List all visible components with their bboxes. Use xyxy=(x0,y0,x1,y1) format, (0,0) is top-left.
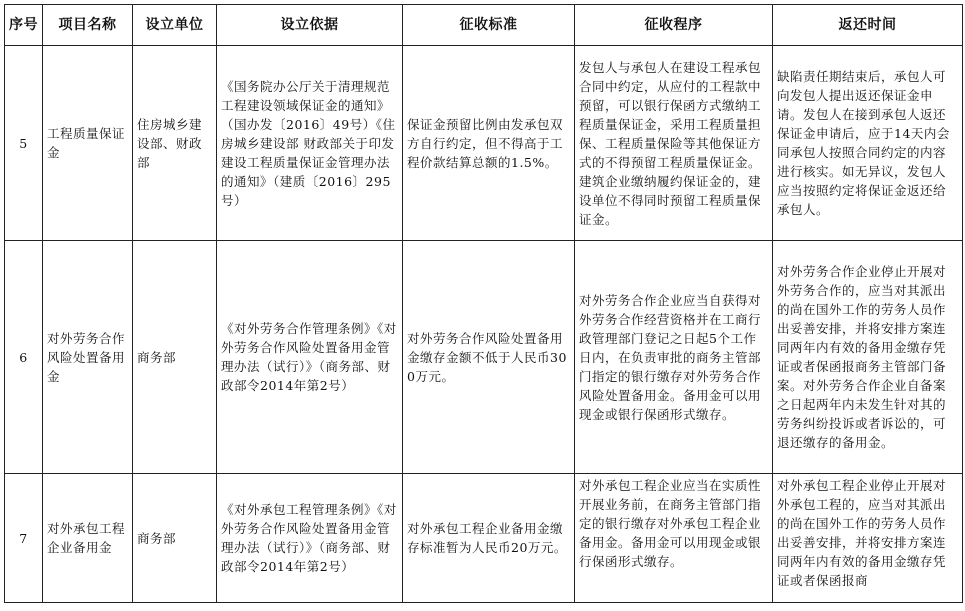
row-refund: 对外劳务合作企业停止开展对外劳务合作的，应当对其派出的尚在国外工作的劳务人员作出妥善安排，并将安排方案连同两年内有效的备用金缴存凭证或者保函报商务主管部门备案。对外劳务合作企业自备案之日起两年内未发生针对其的劳务纠纷投诉或者诉讼的，可退还缴存的备用金。 xyxy=(773,241,963,474)
row-unit: 住房城乡建设部、财政部 xyxy=(133,46,217,241)
row-name: 对外承包工程企业备用金 xyxy=(43,474,133,603)
row-standard: 保证金预留比例由发承包双方自行约定，但不得高于工程价款结算总额的1.5%。 xyxy=(403,46,575,241)
row-name: 对外劳务合作风险处置备用金 xyxy=(43,241,133,474)
row-standard: 对外劳务合作风险处置备用金缴存金额不低于人民币300万元。 xyxy=(403,241,575,474)
header-refund: 返还时间 xyxy=(773,5,963,46)
row-procedure: 对外承包工程企业应当在实质性开展业务前，在商务主管部门指定的银行缴存对外承包工程企业备用金。备用金可以用现金或银行保函形式缴存。 xyxy=(575,474,773,603)
row-standard: 对外承包工程企业备用金缴存标准暂为人民币20万元。 xyxy=(403,474,575,603)
header-basis: 设立依据 xyxy=(217,5,403,46)
row-refund: 对外承包工程企业停止开展对外承包工程的，应当对其派出的尚在国外工作的劳务人员作出妥善安排，并将安排方案连同两年内有效的备用金缴存凭证或者保函报商 xyxy=(773,474,963,603)
page-bottom-margin xyxy=(0,606,965,611)
row-procedure: 发包人与承包人在建设工程承包合同中约定，从应付的工程款中预留，可以银行保函方式缴纳工程质量保证金，采用工程质量担保、工程质量保险等其他保证方式的不得预留工程质量保证金。建筑企业缴纳履约保证金的，建设单位不得同时预留工程质量保证金。 xyxy=(575,46,773,241)
row-unit: 商务部 xyxy=(133,241,217,474)
row-refund: 缺陷责任期结束后，承包人可向发包人提出返还保证金申请。发包人在接到承包人返还保证金申请后，应于14天内会同承包人按照合同约定的内容进行核实。如无异议，发包人应当按照约定将保证金返还给承包人。 xyxy=(773,46,963,241)
row-no: 5 xyxy=(5,46,43,241)
header-row xyxy=(5,5,963,46)
header-standard: 征收标准 xyxy=(403,5,575,46)
row-basis: 《对外劳务合作管理条例》《对外劳务合作风险处置备用金管理办法（试行）》（商务部、财政部令2014年第2号） xyxy=(217,241,403,474)
table-row xyxy=(5,474,963,603)
row-name: 工程质量保证金 xyxy=(43,46,133,241)
header-unit: 设立单位 xyxy=(133,5,217,46)
table-row xyxy=(5,241,963,474)
table-row xyxy=(5,46,963,241)
row-procedure: 对外劳务合作企业应当自获得对外劳务合作经营资格并在工商行政管理部门登记之日起5个工作日内，在负责审批的商务主管部门指定的银行缴存对外劳务合作风险处置备用金。备用金可以用现金或银行保函形式缴存。 xyxy=(575,241,773,474)
row-unit: 商务部 xyxy=(133,474,217,603)
row-basis: 《国务院办公厅关于清理规范工程建设领域保证金的通知》（国办发〔2016〕49号）《住房城乡建设部 财政部关于印发建设工程质量保证金管理办法的通知》（建质〔2016〕295号） xyxy=(217,46,403,241)
row-no: 6 xyxy=(5,241,43,474)
header-no: 序号 xyxy=(5,5,43,46)
row-basis: 《对外承包工程管理条例》《对外劳务合作风险处置备用金管理办法（试行）》（商务部、财政部令2014年第2号） xyxy=(217,474,403,603)
header-procedure: 征收程序 xyxy=(575,5,773,46)
fee-table xyxy=(4,4,963,603)
row-no: 7 xyxy=(5,474,43,603)
header-name: 项目名称 xyxy=(43,5,133,46)
